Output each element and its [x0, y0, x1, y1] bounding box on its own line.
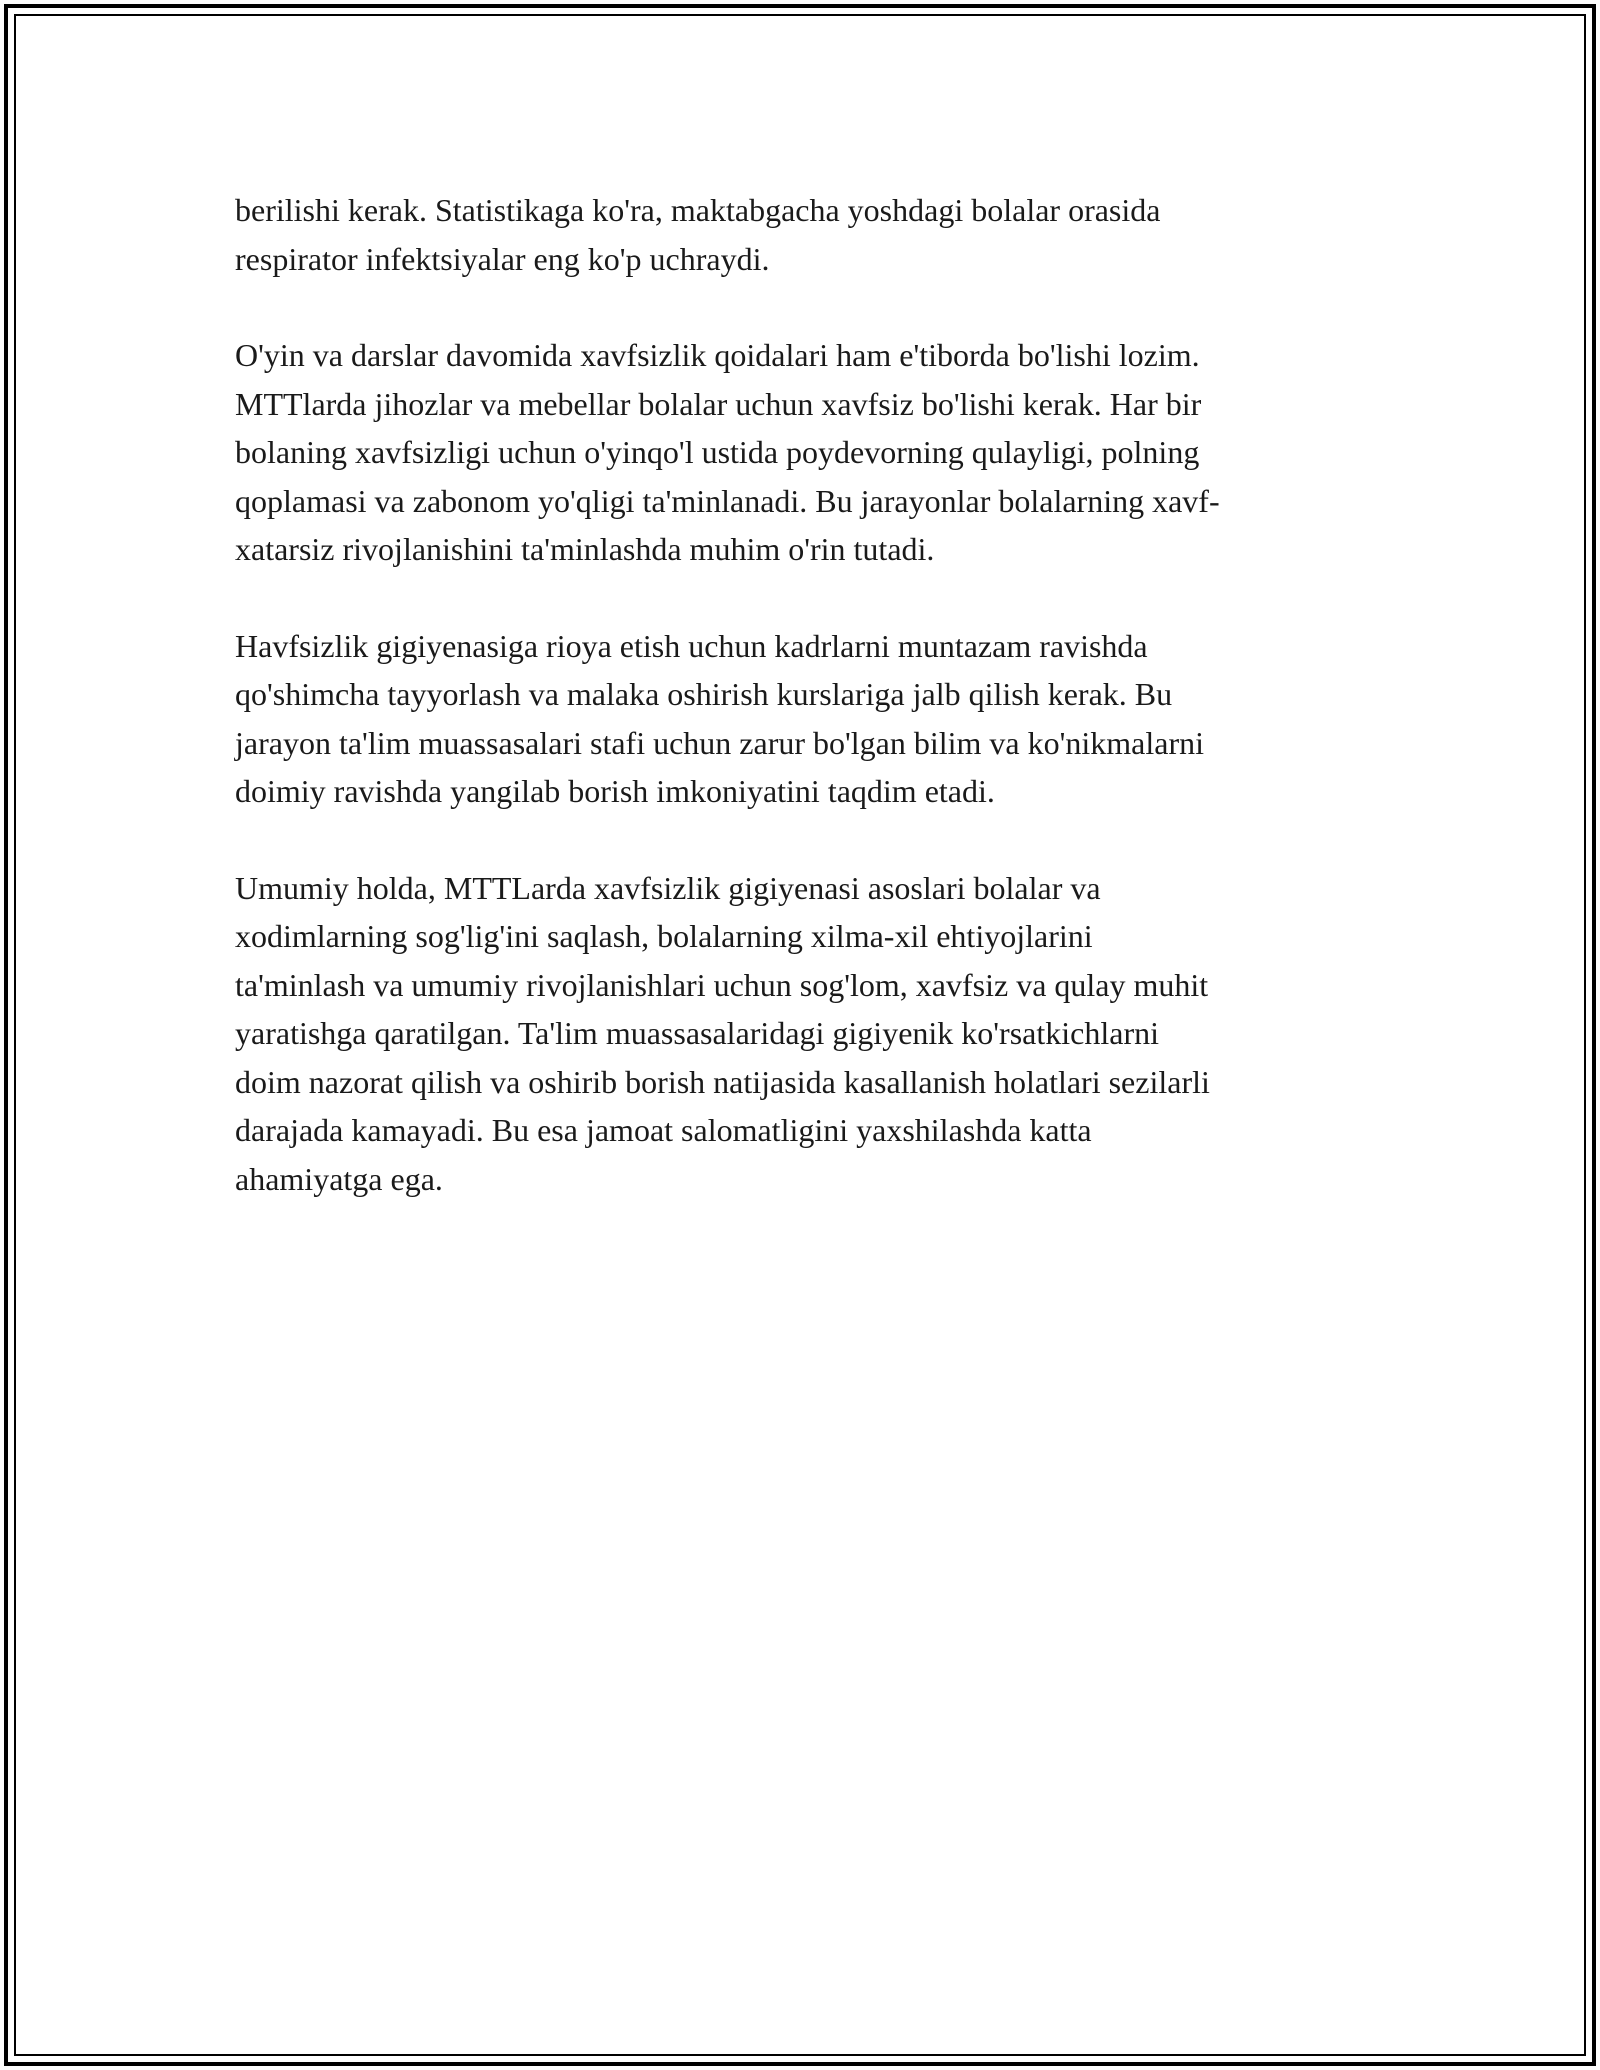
paragraph-3: Havfsizlik gigiyenasiga rioya etish uchun kadrlarni muntazam ravishda qo'shimcha tayyorlash va malaka oshirish kurslariga jalb qilish kerak. Bu jarayon ta'lim muassasalari stafi uchun zarur bo'lgan bilim va ko'nikmalarni doimiy ravishda yangilab borish imkoniyatini taqdim etadi. [235, 627, 1205, 809]
document-body [235, 186, 1375, 1251]
paragraph-4: Umumiy holda, MTTLarda xavfsizlik gigiyenasi asoslari bolalar va xodimlarning sog'lig'ini saqlash, bolalarning xilma-xil ehtiyojlarini ta'minlash va umumiy rivojlanishlari uchun sog'lom, xavfsiz va qulay muhit yaratishga qaratilgan. Ta'lim muassasalaridagi gigiyenik ko'rsatkichlarni doim nazorat qilish va oshirib borish natijasida kasallanish holatlari sezilarli darajada kamayadi. Bu esa jamoat salomatligini yaxshilashda katta ahamiyatga ega. [235, 869, 1210, 1197]
paragraph-2: O'yin va darslar davomida xavfsizlik qoidalari ham e'tiborda bo'lishi lozim. MTTlarda jihozlar va mebellar bolalar uchun xavfsiz bo'lishi kerak. Har bir bolaning xavfsizligi uchun o'yinqo'l ustida poydevorning qulayligi, polning qoplamasi va zabonom yo'qligi ta'minlanadi. Bu jarayonlar bolalarning xavf- xatarsiz rivojlanishini ta'minlashda muhim o'rin tutadi. [235, 337, 1220, 567]
paragraph-1: berilishi kerak. Statistikaga ko'ra, maktabgacha yoshdagi bolalar orasida respirator infektsiyalar eng ko'p uchraydi. [235, 192, 1161, 277]
